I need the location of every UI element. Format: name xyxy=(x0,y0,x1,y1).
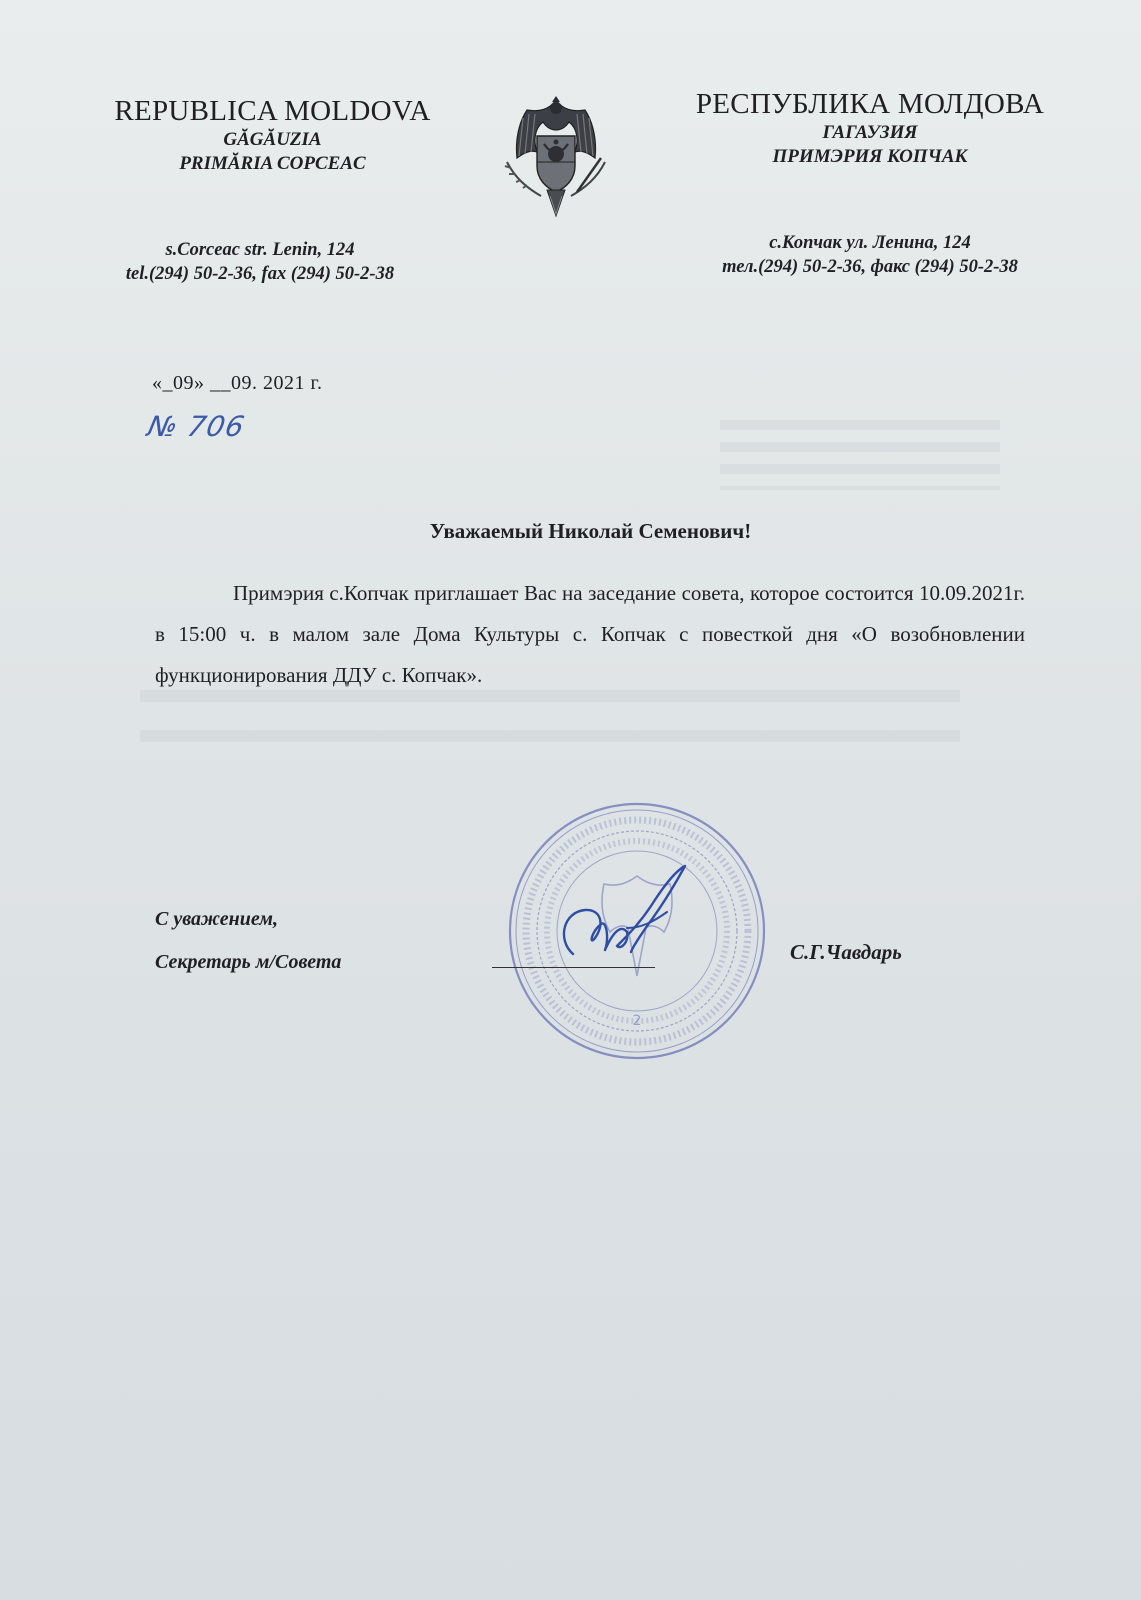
contacts-line-ro: tel.(294) 50-2-36, fax (294) 50-2-38 xyxy=(125,264,395,284)
show-through-shadow xyxy=(720,420,1000,490)
letter-body-text: Примэрия с.Копчак приглашает Вас на заседание совета, которое состоится 10.09.2021г. в 15:00 ч. в малом зале Дома Культуры с. Копчак с повесткой дня «О возобновлении функционирования ДДУ с. Копчак». xyxy=(155,581,1025,687)
office-name-ru: ПРИМЭРИЯ КОПЧАК xyxy=(772,146,968,167)
country-name-ro: REPUBLICA MOLDOVA xyxy=(114,95,431,127)
closing-block xyxy=(155,898,341,984)
registration-number: № 706 xyxy=(144,410,248,443)
address-line-ro: s.Corceac str. Lenin, 124 xyxy=(165,240,355,260)
header-left-block xyxy=(95,95,450,176)
country-name-ru: РЕСПУБЛИКА МОЛДОВА xyxy=(695,88,1045,120)
closing-regards: С уважением, xyxy=(155,908,278,930)
header-right-block xyxy=(680,88,1060,169)
moldova-coat-of-arms-icon xyxy=(497,92,615,222)
letter-body xyxy=(155,573,1025,696)
svg-text:2: 2 xyxy=(632,1013,642,1029)
address-line-ru: с.Копчак ул. Ленина, 124 xyxy=(769,233,971,253)
region-name-ro: GĂGĂUZIA xyxy=(223,129,322,150)
address-block-ro xyxy=(70,238,450,286)
signer-name: С.Г.Чавдарь xyxy=(790,940,902,964)
address-block-ru xyxy=(670,231,1070,279)
letter-date: «_09» __09. 2021 г. xyxy=(152,372,323,394)
letter-greeting: Уважаемый Николай Семенович! xyxy=(429,519,752,543)
show-through-shadow xyxy=(140,690,960,760)
contacts-line-ru: тел.(294) 50-2-36, факс (294) 50-2-38 xyxy=(722,257,1018,277)
office-name-ro: PRIMĂRIA COPCEAC xyxy=(179,153,366,174)
closing-title: Секретарь м/Совета xyxy=(155,951,342,973)
region-name-ru: ГАГАУЗИЯ xyxy=(822,122,918,143)
handwritten-signature xyxy=(555,862,695,972)
